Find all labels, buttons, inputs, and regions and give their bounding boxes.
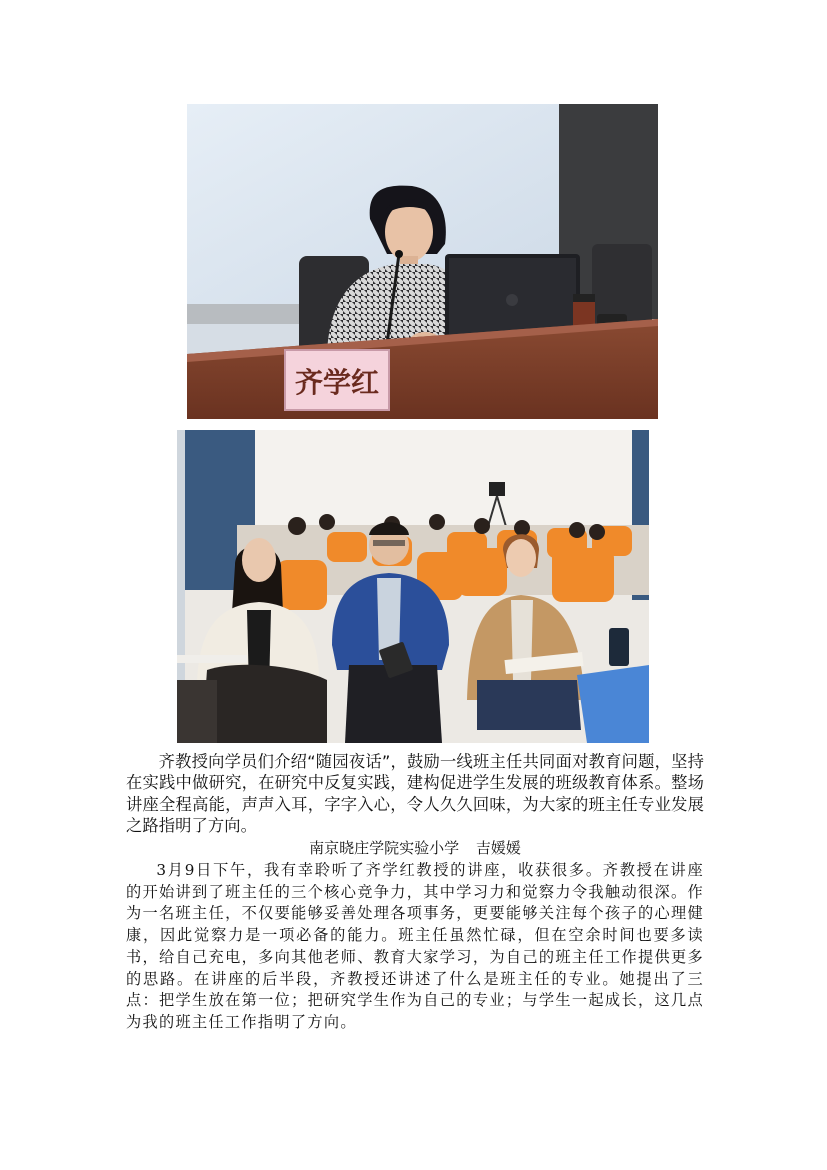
byline-author: 吉媛媛: [475, 839, 521, 857]
article-byline: [126, 838, 704, 859]
article-paragraph-reflection: 3月9日下午，我有幸聆听了齐学红教授的讲座，收获很多。齐教授在讲座的开始讲到了班主任的三个核心竞争力，其中学习力和觉察力令我触动很深。作为一名班主任，不仅要能够妥善处理各项事务，更要能够关注每个孩子的心理健康，因此觉察力是一项必备的能力。班主任虽然忙碌，但在空余时间也要多读书，给自己充电，多向其他老师、教育大家学习，为自己的班主任工作提供更多的思路。在讲座的后半段，齐教授还讲述了什么是班主任的专业。她提出了三点：把学生放在第一位；把研究学生作为自己的专业；与学生一起成长，这几点为我的班主任工作指明了方向。: [126, 861, 704, 1031]
lecture-photo: [187, 104, 658, 419]
audience-photo: [177, 430, 649, 743]
article-paragraph-intro: 齐教授向学员们介绍“随园夜话”，鼓励一线班主任共同面对教育问题，坚持在实践中做研究，在研究中反复实践，建构促进学生发展的班级教育体系。整场讲座全程高能，声声入耳，字字入心，令人久久回味，为大家的班主任专业发展之路指明了方向。: [126, 752, 704, 835]
byline-school: 南京晓庄学院实验小学: [309, 839, 460, 857]
nameplate-label: 齐学红: [294, 366, 380, 399]
